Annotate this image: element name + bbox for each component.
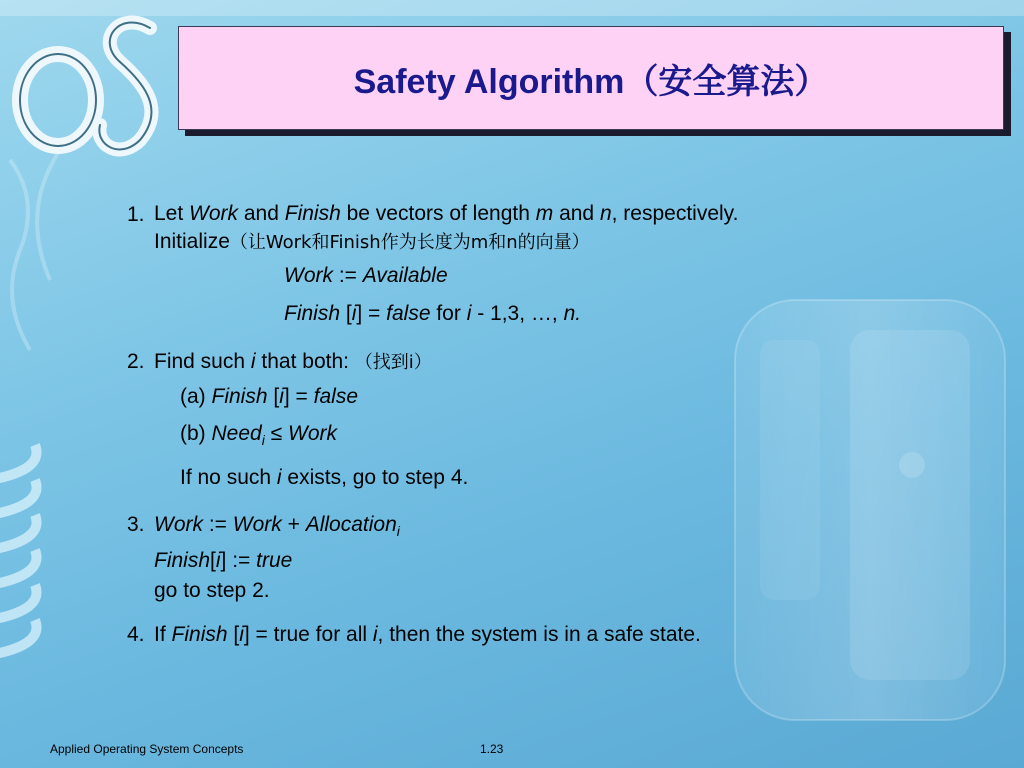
text: ] = true for all (243, 623, 373, 647)
var-n: n. (563, 302, 582, 325)
text: Find such (154, 350, 251, 373)
var-work: Work (232, 513, 282, 537)
operator: + (281, 513, 306, 537)
text: [ (340, 302, 352, 325)
var-i: i (239, 623, 244, 647)
text: exists, go to step 4. (281, 466, 469, 490)
text: , respectively. (611, 202, 739, 225)
text: and (238, 202, 285, 225)
var-n: n (599, 202, 612, 225)
text: (a) (180, 385, 212, 408)
var-work: Work (284, 264, 333, 287)
chinese-note: （让Work和Finish作为长度为m和n的向量） (229, 232, 590, 253)
var-i: i (215, 549, 221, 573)
value-false: false (386, 302, 431, 325)
var-work: Work (288, 422, 338, 445)
step-1 (127, 200, 987, 333)
step-3-line-1 (154, 510, 987, 546)
var-i: i (466, 302, 472, 325)
subscript-i: i (396, 523, 400, 540)
text: [ (227, 623, 240, 647)
var-need: Need (211, 422, 262, 445)
text: If no such (180, 466, 277, 490)
text: , then the system is in a safe state. (377, 623, 701, 647)
step-2 (127, 347, 987, 496)
step-2-line-1 (154, 347, 987, 378)
var-finish: Finish (284, 202, 341, 225)
var-work: Work (189, 202, 239, 225)
text: If (154, 623, 172, 647)
step-1-line-3 (154, 257, 987, 295)
step-2-line-3 (154, 415, 987, 459)
text: for (430, 302, 467, 325)
operator: ≤ (264, 422, 289, 445)
step-number: 3. (127, 513, 145, 537)
value-false: false (313, 385, 359, 408)
var-i: i (372, 623, 378, 647)
slide-title: Safety Algorithm（安全算法） (353, 62, 829, 101)
operator: := (203, 513, 233, 537)
step-3-line-2 (154, 546, 987, 576)
var-finish: Finish (284, 302, 341, 325)
text: ] = (356, 302, 387, 325)
step-1-line-2 (154, 228, 987, 257)
left-swirl-graphic (0, 445, 37, 655)
var-i: i (250, 350, 256, 373)
title-box (178, 26, 1004, 130)
step-number: 4. (127, 623, 145, 647)
step-4-line-1 (154, 620, 987, 650)
step-1-line-4 (154, 295, 987, 333)
footer-course-title: Applied Operating System Concepts (50, 742, 244, 756)
text: that both: (255, 350, 355, 373)
text: Let (154, 202, 190, 225)
var-i: i (276, 466, 282, 490)
step-3 (127, 510, 987, 606)
text: Initialize (154, 230, 230, 253)
text: [ (267, 385, 280, 408)
os-logo (20, 22, 151, 149)
var-finish: Finish (154, 549, 211, 573)
top-band (0, 0, 1024, 16)
text: ] = (283, 385, 314, 408)
chinese-note: （找到i） (354, 352, 432, 373)
text: ] := (220, 549, 257, 573)
text: [ (210, 549, 216, 573)
text: - 1,3, …, (471, 302, 564, 325)
footer-page-number: 1.23 (480, 742, 504, 756)
var-i: i (351, 302, 357, 325)
var-i: i (279, 385, 284, 408)
slide-content (127, 200, 987, 664)
var-work: Work (154, 513, 203, 537)
step-2-line-4 (154, 459, 987, 496)
subscript-i: i (261, 432, 265, 449)
step-number: 2. (127, 350, 145, 373)
step-2-line-2 (154, 378, 987, 415)
step-1-line-1 (154, 200, 987, 228)
var-allocation: Allocation (305, 513, 397, 537)
text: be vectors of length (340, 202, 536, 225)
var-finish: Finish (171, 623, 228, 647)
step-number: 1. (127, 203, 145, 226)
step-4 (127, 620, 987, 650)
text: (b) (180, 422, 212, 445)
var-available: Available (362, 264, 448, 287)
left-swirl-graphic-upper (10, 150, 60, 350)
var-finish: Finish (211, 385, 268, 408)
text: go to step 2. (154, 579, 270, 603)
var-m: m (535, 202, 554, 225)
step-3-line-3 (154, 576, 987, 606)
operator: := (333, 264, 363, 287)
value-true: true (256, 549, 293, 573)
text: and (553, 202, 600, 225)
